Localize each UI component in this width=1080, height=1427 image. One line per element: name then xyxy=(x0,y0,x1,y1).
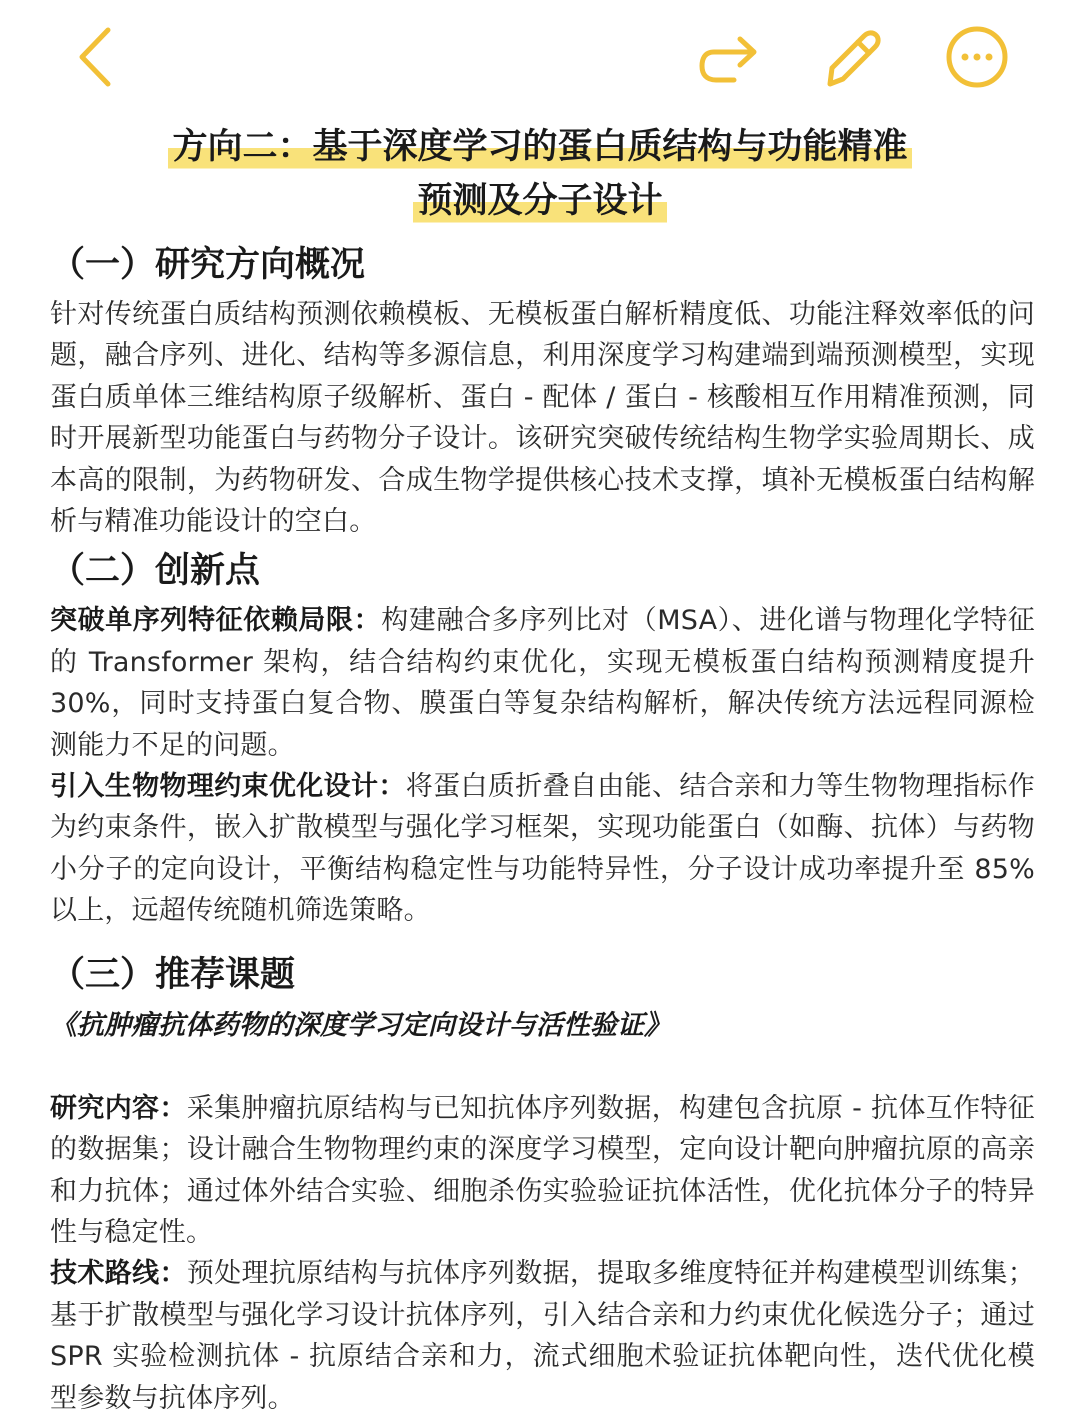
document-title xyxy=(0,120,1080,228)
innovation-point xyxy=(50,600,1035,766)
innovation-point-text: 构建融合多序列比对（MSA）、进化谱与物理化学特征的 Transformer 架构，结合结构约束优化，实现无模板蛋白结构预测精度提升 30%，同时支持蛋白复合物、膜蛋白等复杂结构解析，解决传统方法远程同源检测能力不足的问题。 xyxy=(50,605,1035,761)
chevron-left-icon xyxy=(64,22,134,92)
more-button[interactable] xyxy=(942,22,1012,92)
share-forward-icon xyxy=(694,22,764,92)
more-dots-icon xyxy=(942,22,1012,92)
share-button[interactable] xyxy=(694,22,764,92)
innovation-point-text: 将蛋白质折叠自由能、结合亲和力等生物物理指标作为约束条件，嵌入扩散模型与强化学习框架，实现功能蛋白（如酶、抗体）与药物小分子的定向设计，平衡结构稳定性与功能特异性，分子设计成功率提升至 85% 以上，远超传统随机筛选策略。 xyxy=(50,771,1035,927)
title-line-2: 预测及分子设计 xyxy=(413,174,666,228)
edit-button[interactable] xyxy=(818,22,888,92)
pencil-icon xyxy=(818,22,888,92)
section-heading-overview: （一）研究方向概况 xyxy=(50,245,366,285)
topic-detail-lead: 研究内容： xyxy=(50,1092,187,1124)
innovation-point xyxy=(50,766,1035,932)
topic-detail-lead: 技术路线： xyxy=(50,1258,187,1290)
overview-paragraph: 针对传统蛋白质结构预测依赖模板、无模板蛋白解析精度低、功能注释效率低的问题，融合序列、进化、结构等多源信息，利用深度学习构建端到端预测模型，实现蛋白质单体三维结构原子级解析、蛋白 - 配体 / 蛋白 - 核酸相互作用精准预测，同时开展新型功能蛋白与药物分子设计。该研究突破传统结构生物学实验周期长、成本高的限制，为药物研发、合成生物学提供核心技术支撑，填补无模板蛋白结构解析与精准功能设计的空白。 xyxy=(50,299,1035,538)
innovation-point-lead: 引入生物物理约束优化设计： xyxy=(50,771,406,803)
topic-detail xyxy=(50,1088,1035,1254)
back-button[interactable] xyxy=(64,22,134,92)
title-line-1: 方向二：基于深度学习的蛋白质结构与功能精准 xyxy=(168,120,911,174)
topic-detail-text: 采集肿瘤抗原结构与已知抗体序列数据，构建包含抗原 - 抗体互作特征的数据集；设计融合生物物理约束的深度学习模型，定向设计靶向肿瘤抗原的高亲和力抗体；通过体外结合实验、细胞杀伤实验验证抗体活性，优化抗体分子的特异性与稳定性。 xyxy=(50,1092,1035,1248)
document-body xyxy=(50,236,1035,1419)
topic-detail-text: 预处理抗原结构与抗体序列数据，提取多维度特征并构建模型训练集；基于扩散模型与强化学习设计抗体序列，引入结合亲和力约束优化候选分子；通过 SPR 实验检测抗体 - 抗原结合亲和力，流式细胞术验证抗体靶向性，迭代优化模型参数与抗体序列。 xyxy=(50,1258,1035,1414)
topic-detail xyxy=(50,1253,1035,1419)
recommended-topic-title: 《抗肿瘤抗体药物的深度学习定向设计与活性验证》 xyxy=(50,1009,671,1041)
innovation-point-lead: 突破单序列特征依赖局限： xyxy=(50,605,382,637)
section-heading-innovation: （二）创新点 xyxy=(50,551,261,592)
section-heading-topic: （三）推荐课题 xyxy=(50,954,296,995)
top-toolbar xyxy=(0,0,1080,110)
